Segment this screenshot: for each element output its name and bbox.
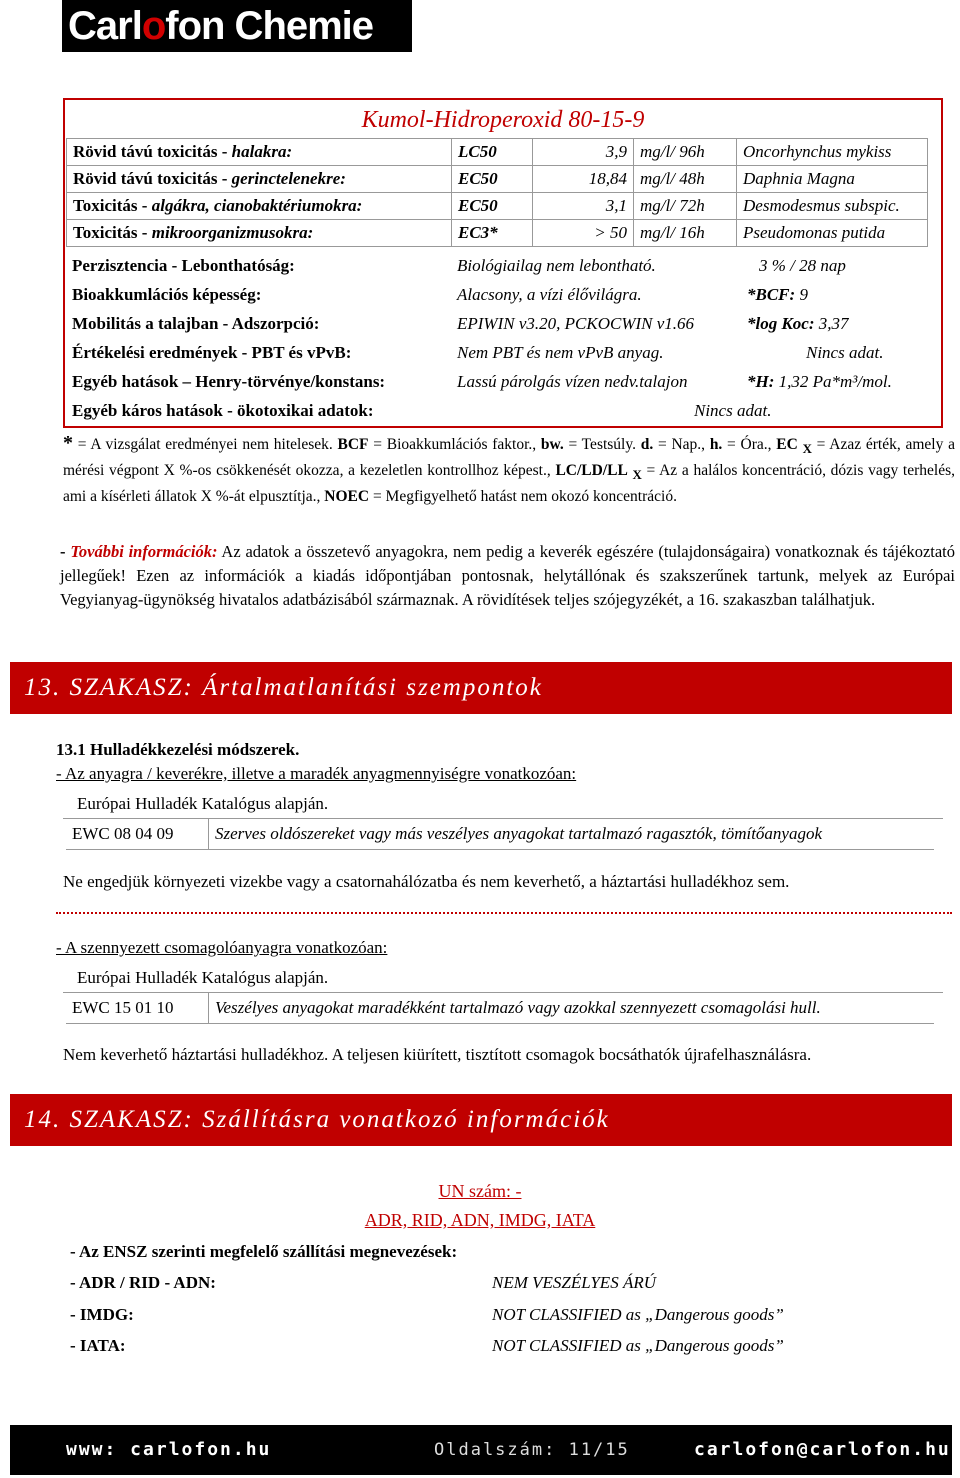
henry-label: Egyéb hatások – Henry-törvénye/konstans:	[72, 372, 386, 391]
imdg-label: - IMDG:	[70, 1305, 134, 1324]
page-footer	[10, 1425, 952, 1475]
persistence-value: Biológiailag nem lebontható.	[457, 256, 656, 275]
table-row: Toxicitás - algákra, cianobaktériumokra: EC50 3,1 mg/l/ 72h Desmodesmus subspic.	[67, 193, 928, 220]
section-14-header: 14. SZAKASZ: Szállításra vonatkozó információk	[10, 1094, 952, 1146]
other-effects-label: Egyéb káros hatások - ökotoxikai adatok:	[72, 401, 374, 420]
company-logo	[62, 0, 412, 52]
product-disposal-heading: - Az anyagra / keverékre, illetve a maradék anyagmennyiségre vonatkozóan:	[56, 764, 577, 783]
footer-website[interactable]: www: carlofon.hu	[66, 1439, 272, 1460]
ewc-table-1	[66, 818, 934, 850]
table-row: Rövid távú toxicitás - halakra: LC50 3,9 mg/l/ 96h Oncorhynchus mykiss	[67, 139, 928, 166]
disposal-note-1: Ne engedjük környezeti vizekbe vagy a csatornahálózatba és nem keverhető, a háztartási hulladékhoz sem.	[63, 872, 790, 891]
adr-label: - ADR / RID - ADN:	[70, 1273, 216, 1292]
page-number: Oldalszám: 11/15	[434, 1440, 630, 1460]
table-row: Rövid távú toxicitás - gerinctelenekre: EC50 18,84 mg/l/ 48h Daphnia Magna	[67, 166, 928, 193]
logo-text-2: o	[141, 4, 166, 48]
substance-title: Kumol-Hidroperoxid 80-15-9	[361, 107, 645, 133]
footer-email[interactable]: carlofon@carlofon.hu	[694, 1439, 951, 1460]
iata-value: NOT CLASSIFIED as „Dangerous goods”	[492, 1336, 784, 1355]
section-13-1-title: 13.1 Hulladékkezelési módszerek.	[56, 740, 300, 759]
shipping-name-heading: - Az ENSZ szerinti megfelelő szállítási megnevezések:	[70, 1242, 458, 1261]
henry-value: Lassú párolgás vízen nedv.talajon	[457, 372, 688, 391]
bioaccumulation-label: Bioakkumlációs képesség:	[72, 285, 262, 304]
persistence-label: Perzisztencia - Lebonthatóság:	[72, 256, 295, 275]
disposal-note-2: Nem keverhető háztartási hulladékhoz. A teljesen kiürített, tisztított csomagok bocsáthatók újrafelhasználásra.	[63, 1045, 812, 1064]
un-number: UN szám: -	[438, 1181, 522, 1201]
dotted-divider	[56, 912, 952, 914]
pbt-extra: Nincs adat.	[806, 343, 884, 362]
logo-text-3: fon Chemie	[165, 4, 374, 48]
mobility-value: EPIWIN v3.20, PCKOCWIN v1.66	[457, 314, 695, 333]
logo-text-1: Carl	[68, 4, 142, 48]
catalog-label-1: Európai Hulladék Katalógus alapján.	[77, 794, 329, 813]
bioaccumulation-value: Alacsony, a vízi élővilágra.	[457, 285, 642, 304]
henry-constant: *H: 1,32 Pa*m³/mol.	[747, 372, 892, 391]
catalog-label-2: Európai Hulladék Katalógus alapján.	[77, 968, 329, 987]
pbt-value: Nem PBT és nem vPvB anyag.	[457, 343, 664, 362]
section-13-header: 13. SZAKASZ: Ártalmatlanítási szempontok	[10, 662, 952, 714]
imdg-value: NOT CLASSIFIED as „Dangerous goods”	[492, 1305, 784, 1324]
abbreviation-notes: * = A vizsgálat eredményei nem hitelesek. BCF = Bioakkumlációs faktor., bw. = Testsúly. d. = Nap., h. = Óra., EC $_X$ = Azaz érték, amely a mérési végpont X %-os csökkenését okozza, a kezeletlen kontrollhoz képest., LC/LD/LL $_X$ = Az a halálos koncentráció, dózis vagy terhelés, ami a kísérleti állatok X %-át elpusztítja., NOEC = Megfigyelhető hatást nem okozó koncentráció.	[63, 432, 955, 506]
ewc-table-2	[66, 992, 934, 1024]
log-koc-value: *log Koc: 3,37	[747, 314, 849, 333]
pbt-label: Értékelési eredmények - PBT és vPvB:	[72, 343, 352, 362]
further-information: - További információk: Az adatok a összetevő anyagokra, nem pedig a keverék egészére (tulajdonságaira) vonatkoznak és tájékoztató jellegűek! Ezen az információk a kiadás időpontjában pontosnak, helytállónak és szakszerűnek tartunk, melyek az Európai Vegyianyag-ügynökség hivatalos adatbázisából származnak. A rövidítések teljes szójegyzékét, a 16. szakaszban találhatjuk.	[60, 542, 956, 609]
toxicity-table	[66, 138, 928, 247]
other-effects-value: Nincs adat.	[694, 401, 772, 420]
table-row: EWC 15 01 10 Veszélyes anyagokat maradékként tartalmazó vagy azokkal szennyezett csomagolási hull.	[66, 993, 934, 1024]
bcf-value: *BCF: 9	[747, 285, 808, 304]
table-row: Toxicitás - mikroorganizmusokra: EC3* > 50 mg/l/ 16h Pseudomonas putida	[67, 220, 928, 247]
iata-label: - IATA:	[70, 1336, 126, 1355]
persistence-extra: 3 % / 28 nap	[759, 256, 846, 275]
adr-value: NEM VESZÉLYES ÁRÚ	[492, 1273, 656, 1292]
transport-regulations: ADR, RID, ADN, IMDG, IATA	[364, 1210, 596, 1230]
table-row: EWC 08 04 09 Szerves oldószereket vagy más veszélyes anyagokat tartalmazó ragasztók, tömítőanyagok	[66, 819, 934, 850]
mobility-label: Mobilitás a talajban - Adszorpció:	[72, 314, 320, 333]
packaging-disposal-heading: - A szennyezett csomagolóanyagra vonatkozóan:	[56, 938, 388, 957]
